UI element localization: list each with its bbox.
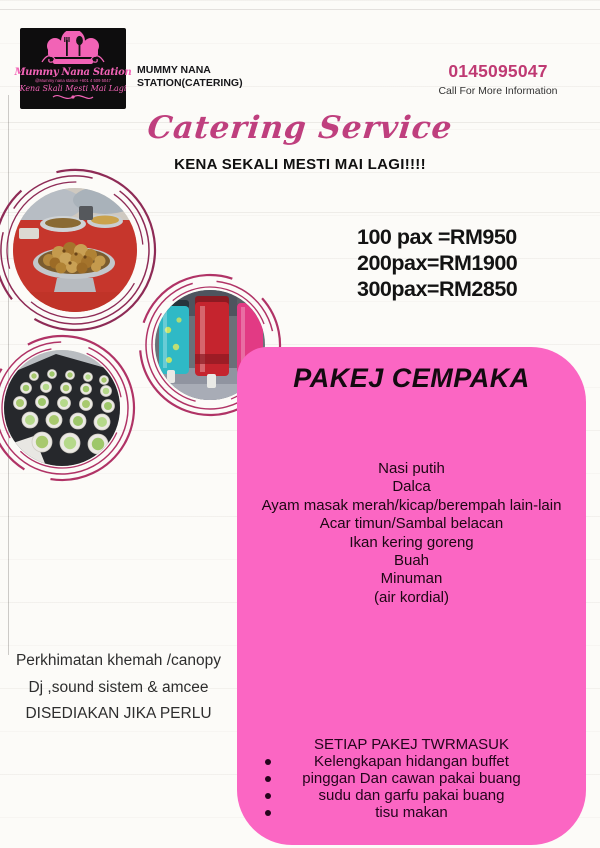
menu-item: Buah	[393, 552, 430, 570]
service-line: Perkhimatan khemah /canopy	[15, 652, 222, 669]
includes-title: SETIAP PAKEJ TWRMASUK	[313, 736, 510, 753]
fried-chicken-buffet-photo	[13, 188, 137, 312]
logo-social-line: @Mummy nana station +601 4 509 5047	[35, 78, 111, 83]
price-row: 200pax=RM1900	[357, 251, 518, 275]
brand-logo	[14, 28, 132, 109]
brand-line2: STATION(CATERING)	[137, 76, 243, 89]
menu-item: Ikan kering goreng	[349, 533, 474, 551]
bullet-icon	[265, 793, 271, 799]
price-row: 100 pax =RM950	[357, 225, 517, 249]
menu-item: Nasi putih	[378, 460, 445, 477]
paper-texture-line	[0, 9, 600, 10]
menu-item: Dalca	[392, 478, 431, 496]
includes-item: sudu dan garfu pakai buang	[237, 787, 586, 804]
page-title: Catering Service	[145, 110, 455, 146]
package-title: PAKEJ CEMPAKA	[293, 363, 530, 393]
package-menu	[237, 460, 586, 607]
bullet-icon	[265, 776, 271, 782]
menu-item: Ayam masak merah/kicap/berempah lain-lain	[261, 496, 562, 514]
tagline: KENA SEKALI MESTI MAI LAGI!!!!	[174, 156, 426, 173]
service-line: Dj ,sound sistem & amcee	[28, 678, 209, 696]
menu-item: Minuman	[380, 570, 443, 588]
menu-item: (air kordial)	[373, 588, 449, 606]
includes-item: pinggan Dan cawan pakai buang	[237, 770, 586, 787]
price-row: 300pax=RM2850	[357, 277, 518, 301]
includes-item: tisu makan	[237, 804, 586, 821]
includes-item: Kelengkapan hidangan buffet	[237, 753, 586, 770]
price-list	[357, 224, 517, 302]
brand-line1: MUMMY NANA	[137, 64, 211, 76]
menu-item: Acar timun/Sambal belacan	[319, 515, 504, 533]
salad-bowls-photo	[4, 350, 120, 466]
package-panel	[237, 347, 586, 845]
phone-number: 0145095047	[448, 61, 548, 81]
logo-slogan: Kena Skali Mesti Mai Lagi	[19, 84, 127, 93]
logo-brand-name: Mummy Nana Station	[14, 67, 132, 78]
bullet-icon	[265, 759, 271, 765]
service-line: DISEDIAKAN JIKA PERLU	[25, 705, 212, 722]
flourish-icon	[51, 93, 95, 101]
phone-caption: Call For More Information	[438, 85, 558, 97]
brand-name-text	[137, 64, 307, 89]
chef-hat-icon	[41, 31, 105, 67]
includes-list	[237, 753, 586, 821]
contact-block	[428, 61, 568, 97]
extra-services	[0, 648, 237, 728]
bullet-icon	[265, 810, 271, 816]
